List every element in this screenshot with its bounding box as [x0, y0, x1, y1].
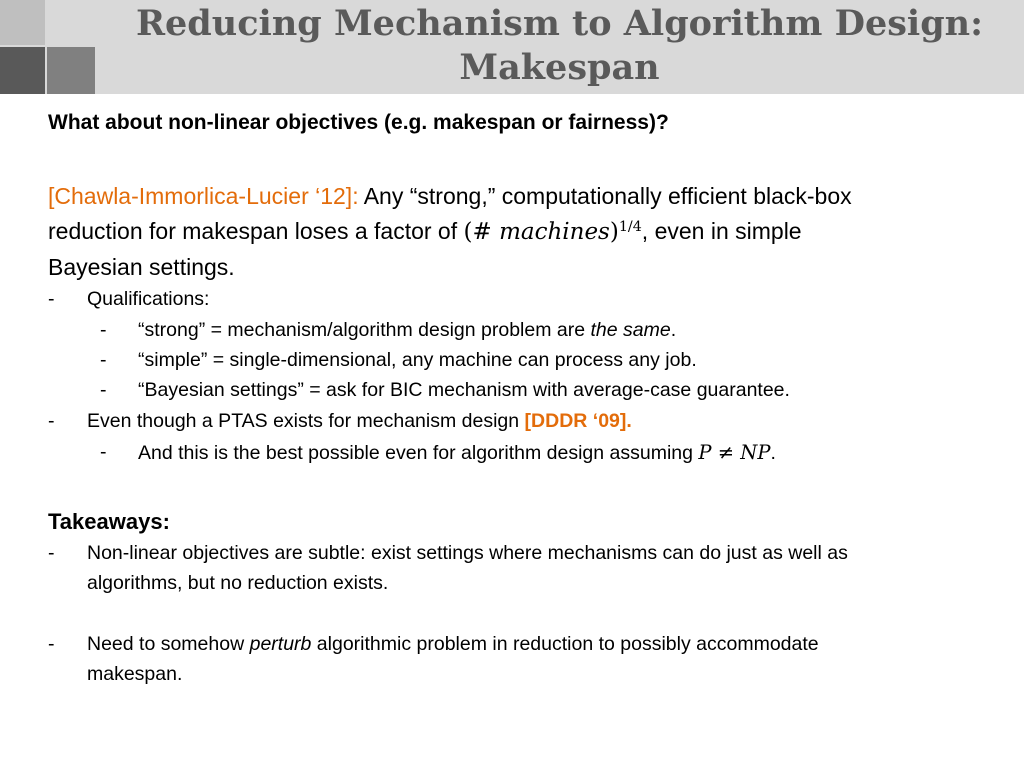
- takeaway-2-line-2: makespan.: [87, 663, 183, 685]
- sub-bullet-best: [138, 441, 776, 465]
- take2-text: Need to somehow: [87, 633, 250, 655]
- decor-square-top-left: [0, 0, 45, 45]
- math-machines: machines: [499, 219, 610, 245]
- bullet-dash: -: [100, 349, 107, 371]
- strong-emphasis: the same: [590, 319, 671, 341]
- ptas-text: Even though a PTAS exists for mechanism design: [87, 410, 525, 432]
- sub-bullet-bayesian: “Bayesian settings” = ask for BIC mechanism with average-case guarantee.: [138, 379, 790, 401]
- bullet-dash: -: [100, 319, 107, 341]
- math-p: P: [698, 441, 712, 464]
- slide-title: [95, 2, 1024, 90]
- bullet-ptas: [87, 410, 632, 433]
- citation-dddr: [DDDR ‘09].: [524, 410, 632, 432]
- title-line-1: Reducing Mechanism to Algorithm Design:: [135, 3, 984, 44]
- claim-text-1: Any “strong,” computationally efficient black-box: [358, 183, 852, 209]
- math-open: (#: [463, 219, 500, 245]
- best-period: .: [770, 442, 776, 464]
- best-text: And this is the best possible even for algorithm design assuming: [138, 442, 699, 464]
- bullet-dash: -: [48, 542, 55, 564]
- bullet-dash: -: [100, 441, 107, 463]
- claim-text-2-tail: , even in simple: [641, 218, 802, 244]
- takeaway-2-line-1: [87, 633, 819, 656]
- decor-square-bottom-right: [47, 47, 95, 94]
- take2-emphasis: perturb: [249, 633, 312, 655]
- title-line-2: Makespan: [459, 47, 660, 88]
- takeaway-1-line-1: Non-linear objectives are subtle: exist settings where mechanisms can do just as well as: [87, 542, 848, 564]
- bullet-dash: -: [48, 288, 55, 310]
- claim-line-1: [48, 183, 852, 210]
- strong-period: .: [670, 319, 677, 341]
- math-exponent: 1/4: [618, 219, 642, 236]
- take2-tail: algorithmic problem in reduction to possibly accommodate: [311, 633, 819, 655]
- takeaway-1-line-2: algorithms, but no reduction exists.: [87, 572, 389, 594]
- bullet-dash: -: [48, 410, 55, 432]
- decor-square-bottom-left: [0, 47, 45, 94]
- citation-chawla: [Chawla-Immorlica-Lucier ‘12]:: [48, 183, 359, 209]
- sub-bullet-simple: “simple” = single-dimensional, any machine can process any job.: [138, 349, 697, 371]
- math-close: ): [609, 219, 619, 245]
- math-neq: ≠: [711, 441, 741, 464]
- strong-text: “strong” = mechanism/algorithm design problem are: [138, 319, 591, 341]
- bullet-dash: -: [48, 633, 55, 655]
- qualifications-label: Qualifications:: [87, 288, 210, 310]
- math-np: NP: [740, 441, 771, 464]
- decor-square-top-right: [47, 0, 95, 45]
- claim-line-2: [48, 218, 802, 245]
- claim-line-3: Bayesian settings.: [48, 254, 235, 280]
- bullet-dash: -: [100, 379, 107, 401]
- claim-text-2: reduction for makespan loses a factor of: [48, 218, 464, 244]
- takeaways-heading: Takeaways:: [48, 509, 170, 534]
- question: What about non-linear objectives (e.g. makespan or fairness)?: [48, 111, 669, 134]
- sub-bullet-strong: [138, 319, 676, 342]
